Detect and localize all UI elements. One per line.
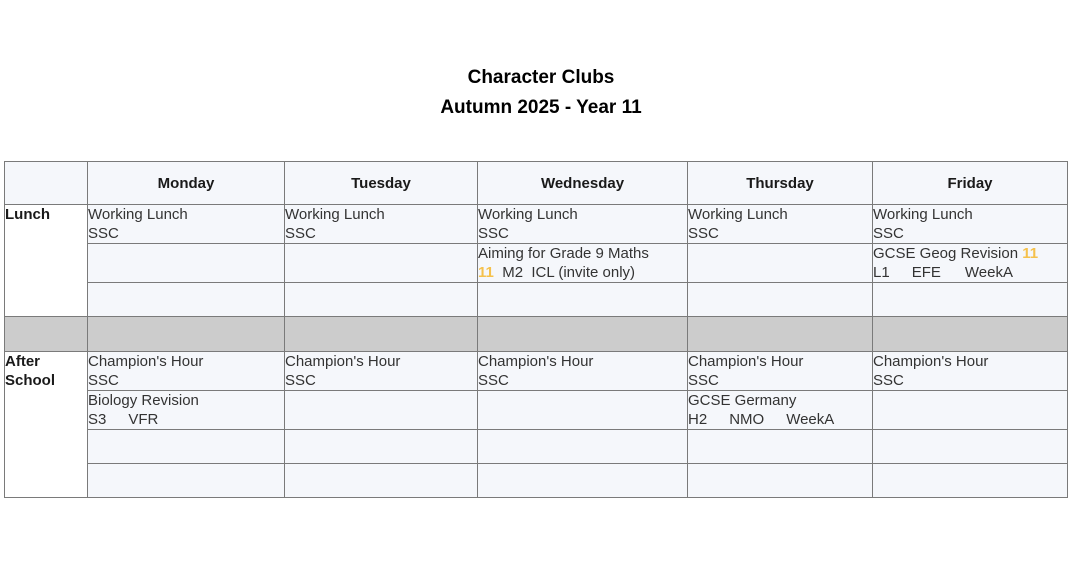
club-name: Working Lunch [88, 206, 188, 223]
club-name: GCSE Geog Revision [873, 245, 1019, 262]
club-detail: SSC [873, 225, 904, 242]
club-cell [88, 352, 285, 391]
club-detail-line [688, 410, 872, 429]
club-name: Working Lunch [285, 206, 385, 223]
club-detail: SSC [873, 372, 904, 389]
table-row [5, 391, 1068, 430]
club-name: Champion's Hour [478, 353, 594, 370]
empty-cell [88, 464, 285, 498]
empty-cell [285, 430, 478, 464]
club-cell [478, 205, 688, 244]
club-cell [478, 244, 688, 283]
club-name: Biology Revision [88, 392, 199, 409]
empty-cell [285, 244, 478, 283]
club-cell [873, 244, 1068, 283]
table-row [5, 205, 1068, 244]
club-room: H2 [688, 411, 708, 428]
empty-cell [285, 283, 478, 317]
club-name: Working Lunch [688, 206, 788, 223]
club-cell [688, 205, 873, 244]
separator-cell [873, 317, 1068, 352]
empty-cell [88, 430, 285, 464]
table-row [5, 283, 1068, 317]
separator-cell [688, 317, 873, 352]
club-detail: SSC [478, 225, 509, 242]
club-staff: NMO [729, 411, 765, 428]
club-name: Champion's Hour [285, 353, 401, 370]
empty-cell [478, 391, 688, 430]
club-cell [285, 352, 478, 391]
club-name: Aiming for Grade 9 Maths [478, 245, 649, 262]
empty-cell [873, 283, 1068, 317]
empty-cell [478, 430, 688, 464]
day-header-monday: Monday [88, 162, 285, 205]
club-staff: EFE [911, 264, 941, 281]
club-detail: SSC [285, 225, 316, 242]
header-row [5, 162, 1068, 205]
separator-cell [5, 317, 88, 352]
empty-cell [688, 464, 873, 498]
club-cell [688, 352, 873, 391]
club-cell [478, 352, 688, 391]
empty-cell [688, 283, 873, 317]
club-detail-line [478, 263, 687, 282]
empty-cell [873, 430, 1068, 464]
club-name: Working Lunch [478, 206, 578, 223]
club-name: Working Lunch [873, 206, 973, 223]
club-staff: VFR [128, 411, 159, 428]
page-title [0, 63, 1082, 123]
club-staff: ICL (invite only) [531, 264, 636, 281]
club-cell [285, 205, 478, 244]
club-name: Champion's Hour [88, 353, 204, 370]
day-header-tuesday: Tuesday [285, 162, 478, 205]
club-detail: SSC [478, 372, 509, 389]
title-line-2: Autumn 2025 - Year 11 [440, 97, 642, 118]
club-detail-line [873, 263, 1067, 282]
club-name: Champion's Hour [873, 353, 989, 370]
empty-cell [688, 430, 873, 464]
separator-cell [285, 317, 478, 352]
club-name: GCSE Germany [688, 392, 797, 409]
day-header-friday: Friday [873, 162, 1068, 205]
row-label-text: After [5, 353, 41, 370]
corner-cell [5, 162, 88, 205]
club-detail-line [88, 410, 284, 429]
empty-cell [88, 244, 285, 283]
club-cell [873, 352, 1068, 391]
empty-cell [688, 244, 873, 283]
club-room: M2 [502, 264, 524, 281]
empty-cell [873, 391, 1068, 430]
club-cell [88, 391, 285, 430]
club-detail: SSC [88, 372, 119, 389]
year-group-tag: 11 [478, 264, 494, 281]
club-detail: SSC [688, 372, 719, 389]
table-row [5, 244, 1068, 283]
row-label-text: School [5, 372, 56, 389]
empty-cell [873, 464, 1068, 498]
empty-cell [478, 464, 688, 498]
separator-cell [478, 317, 688, 352]
title-line-1: Character Clubs [467, 67, 615, 88]
row-label-lunch [5, 205, 88, 317]
day-header-thursday: Thursday [688, 162, 873, 205]
club-detail: SSC [285, 372, 316, 389]
row-label-after-school [5, 352, 88, 498]
timetable [4, 161, 1068, 498]
row-label-text: Lunch [5, 206, 50, 223]
club-cell [873, 205, 1068, 244]
table-row [5, 430, 1068, 464]
club-name-line [873, 244, 1067, 263]
empty-cell [478, 283, 688, 317]
club-room: L1 [873, 264, 890, 281]
empty-cell [88, 283, 285, 317]
separator-cell [88, 317, 285, 352]
club-name: Champion's Hour [688, 353, 804, 370]
club-cell [688, 391, 873, 430]
club-detail: SSC [688, 225, 719, 242]
empty-cell [285, 391, 478, 430]
club-room: S3 [88, 411, 107, 428]
table-row [5, 352, 1068, 391]
separator-row [5, 317, 1068, 352]
empty-cell [285, 464, 478, 498]
table-row [5, 464, 1068, 498]
club-cell [88, 205, 285, 244]
club-week: WeekA [964, 264, 1013, 281]
club-detail: SSC [88, 225, 119, 242]
club-week: WeekA [786, 411, 835, 428]
day-header-wednesday: Wednesday [478, 162, 688, 205]
year-group-tag: 11 [1022, 245, 1039, 262]
